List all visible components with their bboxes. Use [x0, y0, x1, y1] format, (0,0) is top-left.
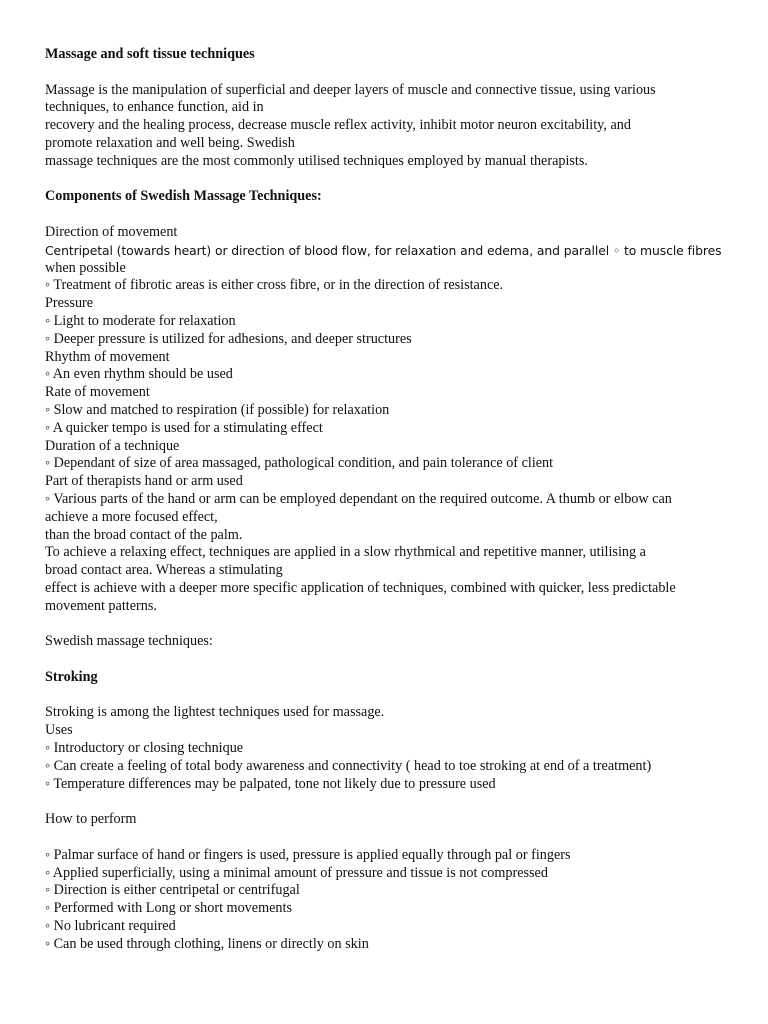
text-line: effect is achieve with a deeper more specific application of techniques, combined with quicker, less predictable	[45, 579, 676, 596]
text-line: Massage is the manipulation of superficial and deeper layers of muscle and connective tissue, using various	[45, 81, 656, 98]
list-item: ◦ Dependant of size of area massaged, pathological condition, and pain tolerance of client	[45, 455, 554, 472]
spacer	[45, 206, 725, 224]
spacer	[45, 64, 725, 82]
list-item: ◦ Performed with Long or short movements	[45, 900, 292, 917]
text-line: techniques, to enhance function, aid in	[45, 99, 264, 116]
list-item: ◦ An even rhythm should be used	[45, 366, 233, 383]
text-line: massage techniques are the most commonly utilised techniques employed by manual therapists.	[45, 152, 588, 169]
document-title: Massage and soft tissue techniques	[45, 46, 255, 62]
list-item: ◦ Slow and matched to respiration (if possible) for relaxation	[45, 401, 390, 418]
text-line: than the broad contact of the palm.	[45, 526, 243, 543]
list-item: ◦ A quicker tempo is used for a stimulating effect	[45, 419, 323, 436]
text-line: Rhythm of movement	[45, 348, 170, 365]
list-item: ◦ Can create a feeling of total body awareness and connectivity ( head to toe stroking at end of a treatment)	[45, 757, 652, 774]
spacer	[45, 651, 725, 669]
section-heading-swedish: Swedish massage techniques:	[45, 633, 213, 650]
text-line: Pressure	[45, 295, 94, 312]
spacer	[45, 171, 725, 189]
section-heading-components: Components of Swedish Massage Techniques:	[45, 188, 322, 205]
list-item: ◦ Can be used through clothing, linens or directly on skin	[45, 935, 369, 952]
text-line: broad contact area. Whereas a stimulating	[45, 562, 283, 579]
list-item: ◦ Applied superficially, using a minimal amount of pressure and tissue is not compressed	[45, 864, 548, 881]
text-line: movement patterns.	[45, 597, 157, 614]
text-line: Stroking is among the lightest techniques used for massage.	[45, 704, 385, 721]
list-item: ◦ No lubricant required	[45, 918, 176, 935]
text-line: Duration of a technique	[45, 437, 180, 454]
list-item: ◦ Palmar surface of hand or fingers is used, pressure is applied equally through pal or fingers	[45, 846, 571, 863]
list-item: ◦ Deeper pressure is utilized for adhesions, and deeper structures	[45, 330, 412, 347]
spacer	[45, 687, 725, 705]
text-line: promote relaxation and well being. Swedish	[45, 134, 295, 151]
intro-paragraph	[45, 82, 725, 171]
text-line: To achieve a relaxing effect, techniques are applied in a slow rhythmical and repetitive manner, utilising a	[45, 544, 646, 561]
text-line: Part of therapists hand or arm used	[45, 473, 243, 490]
text-line: Uses	[45, 722, 73, 739]
section-heading-stroking: Stroking	[45, 668, 98, 685]
text-line: when possible	[45, 259, 126, 276]
text-line: Direction of movement	[45, 223, 178, 240]
spacer	[45, 616, 725, 634]
list-item: ◦ Introductory or closing technique	[45, 740, 244, 757]
list-item: ◦ Temperature differences may be palpated, tone not likely due to pressure used	[45, 775, 496, 792]
list-item: ◦ Treatment of fibrotic areas is either cross fibre, or in the direction of resistance.	[45, 277, 504, 294]
list-item: ◦ Various parts of the hand or arm can be employed dependant on the required outcome. A thumb or elbow can	[45, 490, 672, 507]
text-line: Rate of movement	[45, 384, 150, 401]
stroking-intro	[45, 704, 725, 793]
section-heading-how: How to perform	[45, 811, 137, 828]
list-item: ◦ Light to moderate for relaxation	[45, 312, 236, 329]
text-line: Centripetal (towards heart) or direction of blood flow, for relaxation and edema, and parallel ◦ to muscle fibres	[45, 242, 722, 258]
how-list	[45, 847, 725, 954]
components-list	[45, 224, 725, 616]
spacer	[45, 793, 725, 811]
list-item: ◦ Direction is either centripetal or centrifugal	[45, 882, 300, 899]
text-line: achieve a more focused effect,	[45, 508, 218, 525]
document-page	[45, 46, 725, 954]
spacer	[45, 829, 725, 847]
text-line: recovery and the healing process, decrease muscle reflex activity, inhibit motor neuron excitability, and	[45, 117, 631, 134]
